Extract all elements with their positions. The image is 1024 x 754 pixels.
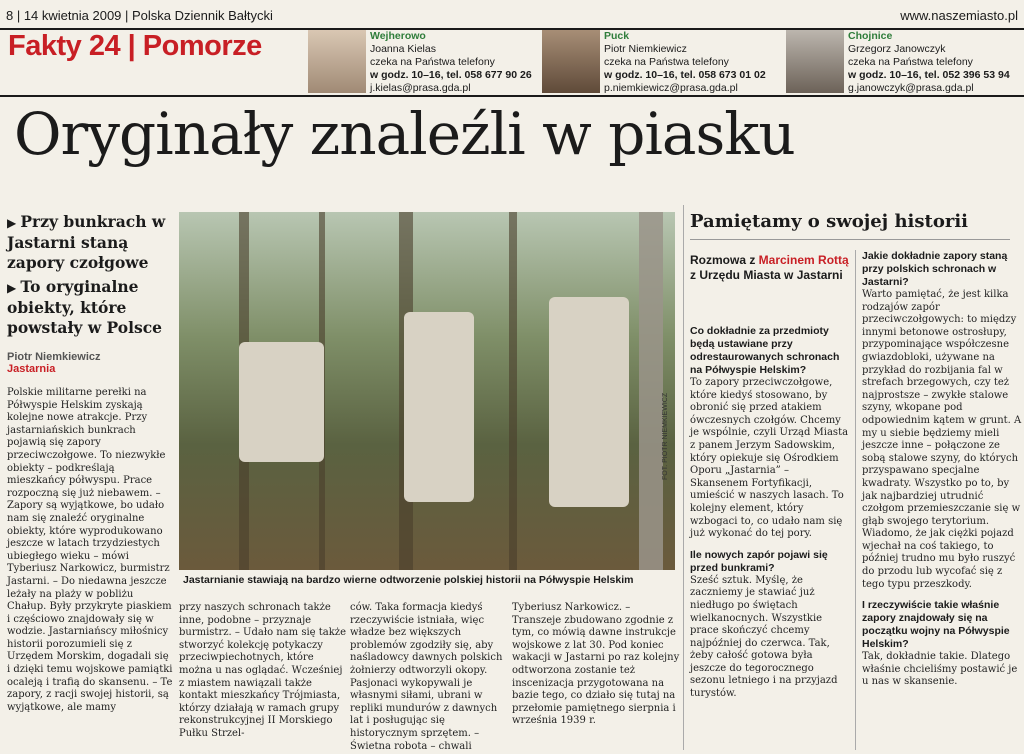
contact-name: Joanna Kielas xyxy=(370,43,436,55)
lead-text: To oryginalne obiekty, które powstały w Polsce xyxy=(7,277,163,337)
contact-name: Grzegorz Janowczyk xyxy=(848,43,946,55)
question: Jakie dokładnie zapory staną przy polskich schronach w Jastarni? xyxy=(862,250,1008,288)
birch-trunk xyxy=(639,212,663,570)
contact-photo xyxy=(786,30,844,93)
contact-photo xyxy=(542,30,600,93)
question: Ile nowych zapór pojawi się przed bunkrami? xyxy=(690,548,828,574)
contact-hours: w godz. 10–16, tel. 052 396 53 94 xyxy=(848,69,1010,81)
article-col-1: Polskie militarne perełki na Półwyspie Helskim zyskają kolejne nowe atrakcje. Przy jastarniańskich bunkrach pojawią się zapory przeciwczołgowe. To niezwykłe obiekty – podkreślają mieszkańcy półwyspu. Prace rozpoczną się już niebawem. – Zapory są wyjątkowe, bo udało nam się znaleźć oryginalne obiekty, które wyprodukowano jeszcze w latach trzydziestych ubiegłego wieku – mówi Tyberiusz Narkowicz, burmistrz Jastarni. – Do niedawna jeszcze leżały na plaży w pobliżu Chałup. Były przykryte piaskiem i częściowo znajdowały się w wodzie. Jastarniańscy miłośnicy historii porozumieli się z Urzędem Morskim, dogadali się i dzięki temu wojskowe pamiątki ocaleją i trafią do skansenu. – Te zapory, z racji swojej historii, są wyjątkowe, ale mamy xyxy=(7,387,173,713)
sidebar-rule xyxy=(690,239,1010,240)
website-url[interactable]: www.naszemiasto.pl xyxy=(900,8,1018,23)
contact-city: Wejherowo xyxy=(370,30,426,42)
contact-city: Puck xyxy=(604,30,630,42)
lead-item xyxy=(7,212,173,273)
contact-line: czeka na Państwa telefony xyxy=(848,56,973,68)
article-headline: Oryginały znaleźli w piasku xyxy=(14,100,795,168)
contact-line: czeka na Państwa telefony xyxy=(604,56,729,68)
answer: Sześć sztuk. Myślę, że zaczniemy je stawiać już niedługo po świętach wielkanocnych. Wszystkie prace skończyć chcemy najpóźniej do czerwca. Tak, żeby całość gotowa była jeszcze do tegorocznego sezonu letniego i na przyjazd turystów. xyxy=(690,574,838,700)
soldier-figure xyxy=(404,312,474,502)
header-rule-bottom xyxy=(0,95,1024,97)
article-lead xyxy=(7,212,173,342)
contact-photo xyxy=(308,30,366,93)
dateline-place: Jastarnia xyxy=(7,363,56,375)
question: Co dokładnie za przedmioty będą ustawiane przy odrestaurowanych schronach na Półwyspie Helskim? xyxy=(690,325,840,376)
contact-hours: w godz. 10–16, tel. 058 677 90 26 xyxy=(370,69,532,81)
triangle-icon: ▶ xyxy=(7,216,21,230)
page-header xyxy=(6,8,1018,26)
article-photo xyxy=(179,212,675,570)
contact-email[interactable]: j.kielas@prasa.gda.pl xyxy=(370,82,471,94)
lead-text: Przy bunkrach w Jastarni staną zapory czołgowe xyxy=(7,212,166,272)
intro-prefix: Rozmowa z xyxy=(690,253,759,267)
soldier-figure xyxy=(549,297,629,507)
triangle-icon: ▶ xyxy=(7,281,21,295)
interviewee-name: Marcinem Rottą xyxy=(758,253,849,267)
column-divider xyxy=(855,250,856,750)
contact-line: czeka na Państwa telefony xyxy=(370,56,495,68)
contact-email[interactable]: g.janowczyk@prasa.gda.pl xyxy=(848,82,974,94)
photo-caption: Jastarnianie stawiają na bardzo wierne odtworzenie polskiej historii na Półwyspie Helskim xyxy=(183,574,634,586)
column-divider xyxy=(683,205,684,750)
lead-item xyxy=(7,277,173,338)
contact-email[interactable]: p.niemkiewicz@prasa.gda.pl xyxy=(604,82,738,94)
contact-name: Piotr Niemkiewicz xyxy=(604,43,687,55)
section-title: Fakty 24 | Pomorze xyxy=(8,30,262,62)
interview-col-1 xyxy=(690,325,850,701)
header-rule-top xyxy=(0,28,1024,30)
contact-hours: w godz. 10–16, tel. 058 673 01 02 xyxy=(604,69,766,81)
author: Piotr Niemkiewicz xyxy=(7,351,101,363)
intro-suffix: z Urzędu Miasta w Jastarni xyxy=(690,268,843,282)
page-info: 8 | 14 kwietnia 2009 | Polska Dziennik Bałtycki xyxy=(6,8,273,23)
article-col-3: ców. Taka formacja kiedyś rzeczywiście istniała, więc władze bez większych problemów zgodziły się, aby naśladowcy dawnych polskich żołnierzy odtworzyli okopy. Pasjonaci wykopywali je własnymi siłami, ubrani w repliki mundurów z dawnych lat i posługując się historycznym sprzętem. – Świetna robota – chwali xyxy=(350,602,503,752)
interview-intro xyxy=(690,253,850,283)
sidebar-title: Pamiętamy o swojej historii xyxy=(690,211,968,232)
photo-credit: FOT. PIOTR NIEMKIEWICZ xyxy=(662,392,669,480)
contact-city: Chojnice xyxy=(848,30,893,42)
interview-col-2 xyxy=(862,250,1022,689)
question: I rzeczywiście takie właśnie zapory znajdowały się na początku wojny na Półwyspie Helskim? xyxy=(862,599,1010,651)
article-col-4: Tyberiusz Narkowicz. – Transzeje zbudowano zgodnie z tym, co mówią dawne instrukcje wojskowe z lat 30. Pod koniec wakacji w Jastarni po raz kolejny odtworzona zostanie też inscenizacja przygotowana na bazie tego, co działo się tutaj na przełomie pamiętnego sierpnia i września 1939 r. xyxy=(512,602,680,727)
article-col-2: przy naszych schronach także inne, podobne – przyznaje burmistrz. – Udało nam się także stworzyć kolekcję potykaczy przeciwpiechotnych, które można u nas oglądać. Wcześniej z miastem nawiązali także kontakt mieszkańcy Trójmiasta, którzy działają w ramach grupy rekonstrukcyjnej II Morskiego Pułku Strzel- xyxy=(179,602,346,739)
answer: Warto pamiętać, że jest kilka rodzajów zapór przeciwczołgowych: to między innymi betonowe ostrosłupy, przypominające współczesne gwiazdobloki, używane na przykład do rozbijania fal w strefach brzegowych, czy też najprostsze – zwykłe stalowe szyny, wkopane pod odpowiednim kątem w grunt. A my u siebie będziemy mieli jeszcze inne – połączone ze sobą stalowe szyny, do których przyspawano specjalne kwadraty. Wszystko po to, by jak najbardziej utrudnić czołgom przemieszczanie się w głąb swojego terytorium. Wiadomo, że jak ciężki pojazd wjechał na coś takiego, to później trudno mu było ruszyć do przodu lub wycofać się z tego typu przeszkody. xyxy=(862,289,1022,590)
tree-trunk xyxy=(509,212,517,570)
answer: To zapory przeciwczołgowe, które kiedyś stosowano, by obronić się przed atakiem ówczesnych czołgów. Chcemy je wspólnie, czyli Urząd Miasta z panem Jerzym Sadowskim, który opiekuje się Ośrodkiem Oporu „Jastarnia” – Skansenem Fortyfikacji, umieścić w naszych lasach. To kolejny element, który wzbogaci to, co udało nam się już wykonać do tej pory. xyxy=(690,377,849,540)
answer: Tak, dokładnie takie. Dlatego właśnie chcieliśmy postawić je u nas w skansenie. xyxy=(862,651,1018,688)
soldier-figure xyxy=(239,342,324,462)
byline xyxy=(7,351,101,375)
